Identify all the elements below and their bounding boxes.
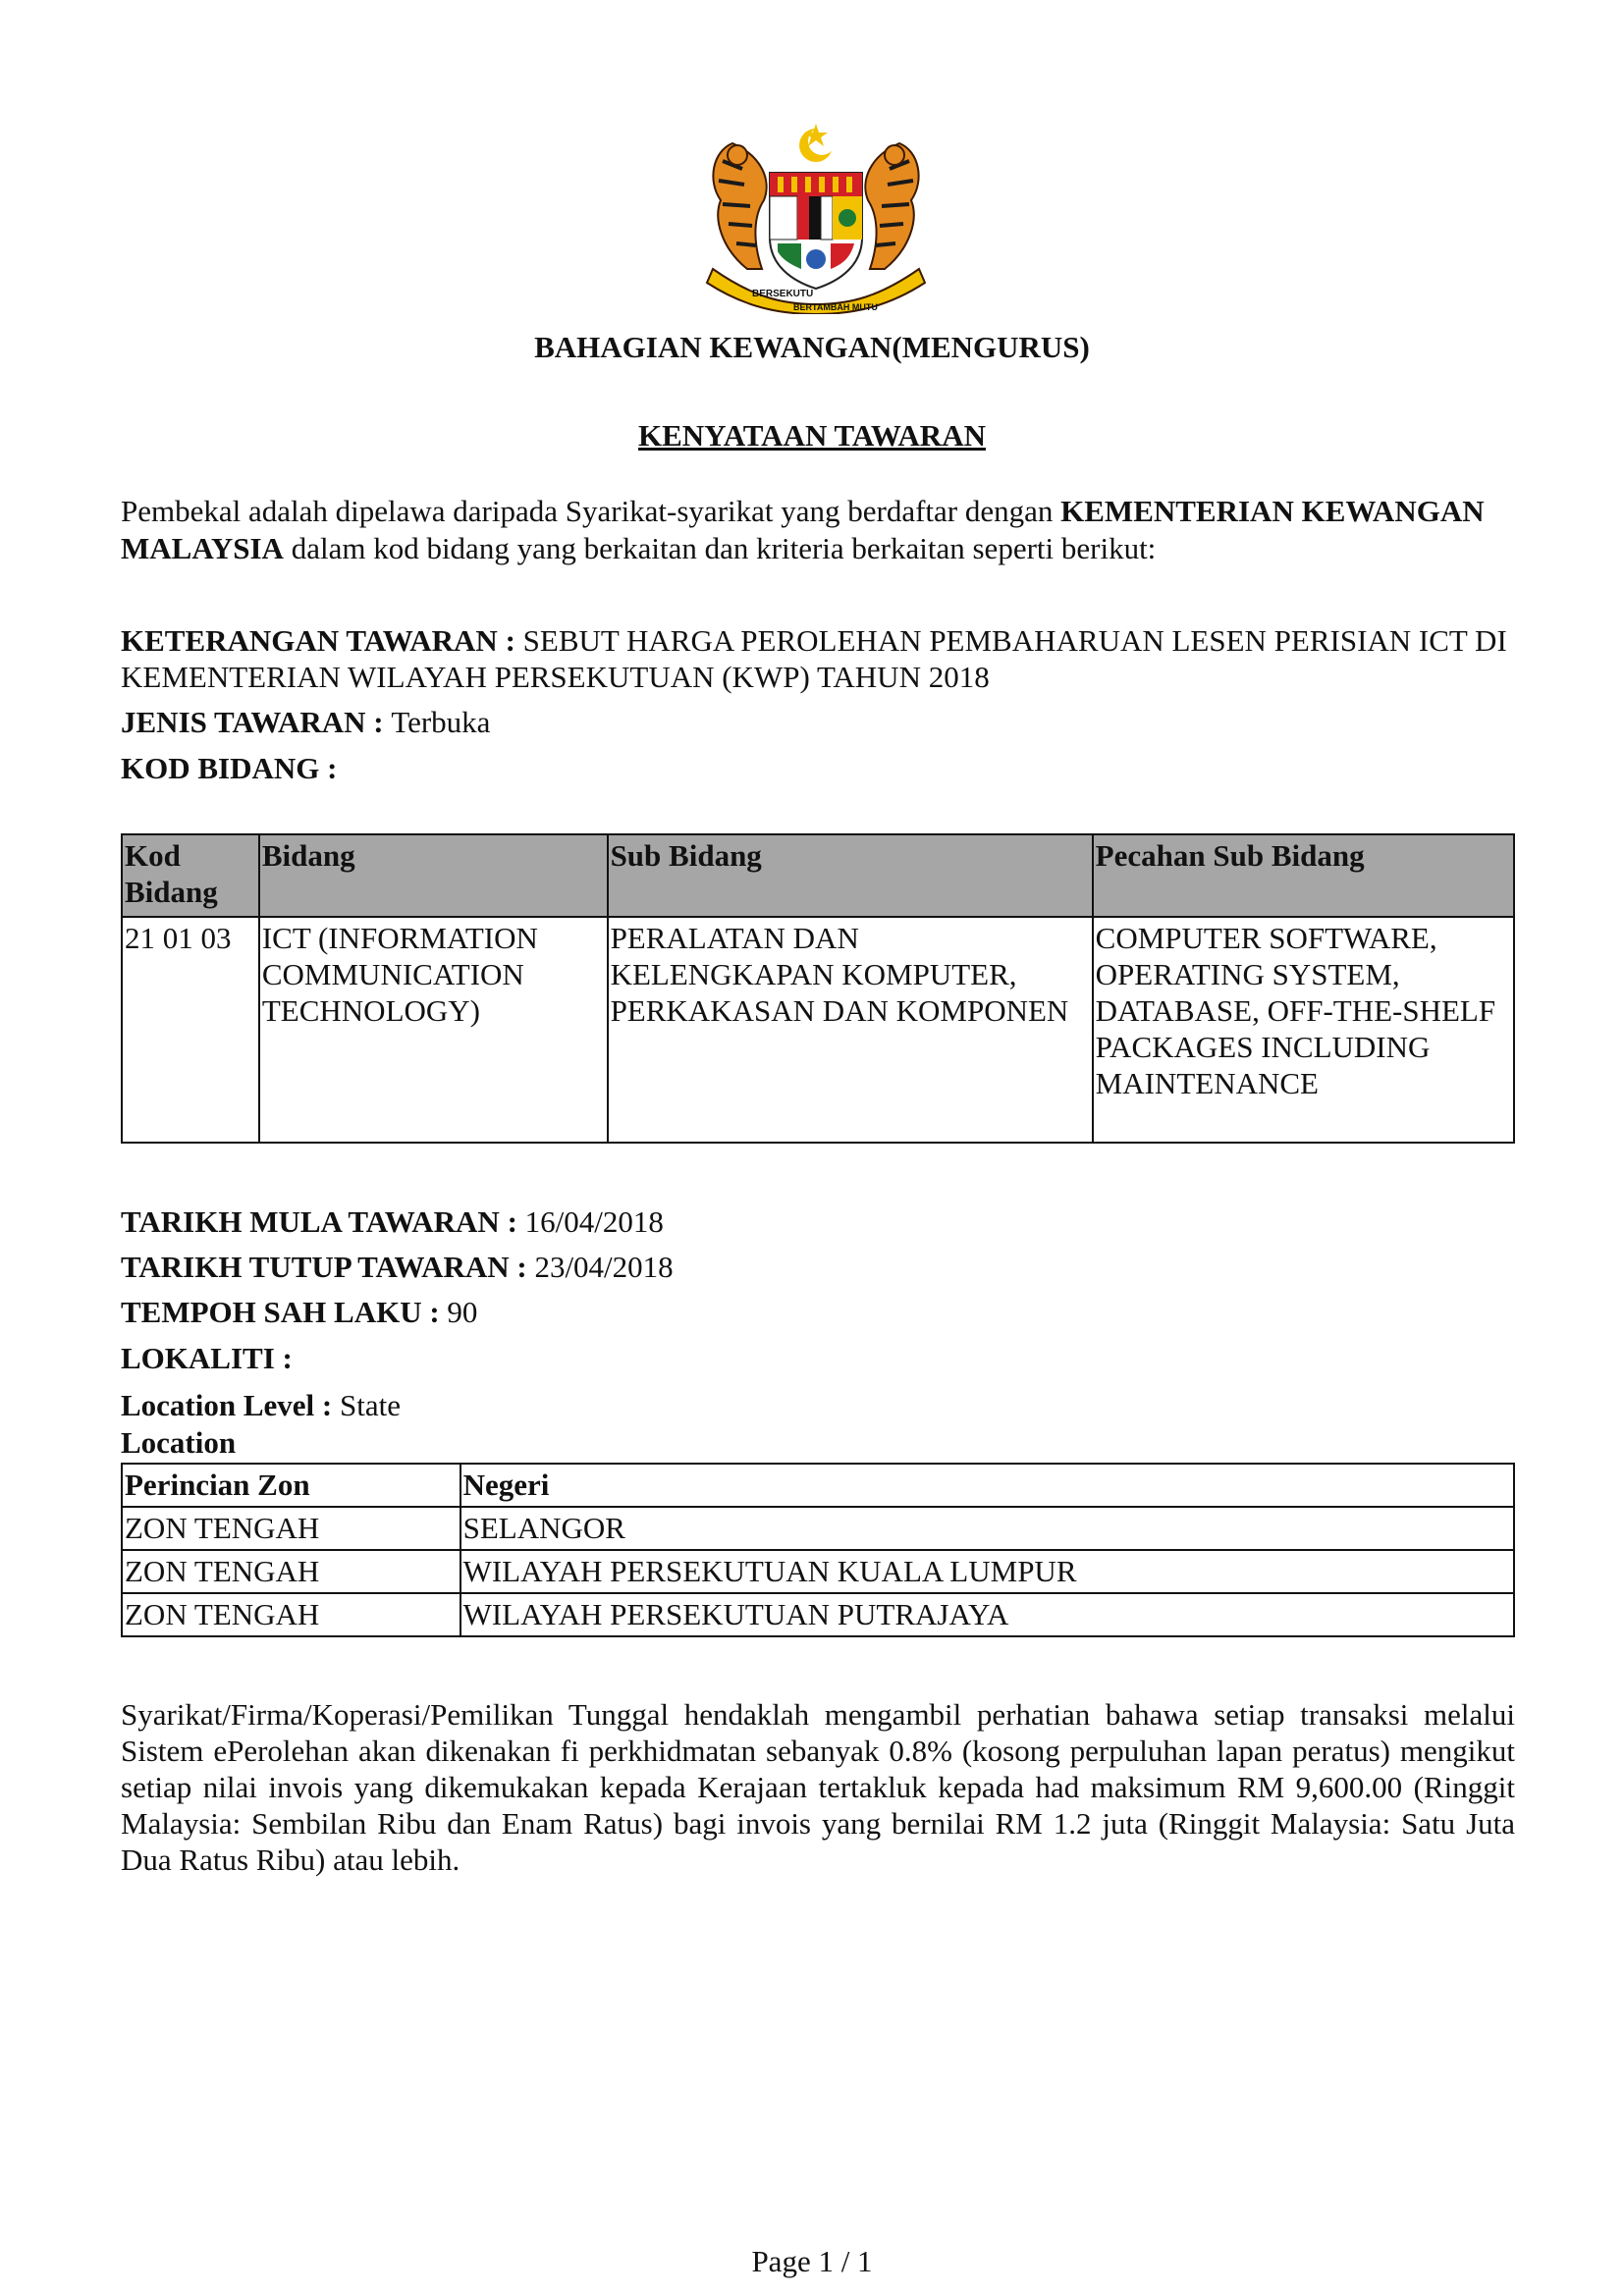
cell-kod-bidang: 21 01 03 <box>122 917 259 1143</box>
close-date-value: 23/04/2018 <box>534 1250 674 1284</box>
header-sub-bidang: Sub Bidang <box>608 834 1093 917</box>
offer-type <box>121 705 1515 740</box>
close-date-label: TARIKH TUTUP TAWARAN : <box>121 1250 535 1284</box>
intro-bold-ministry: KEMENTERIAN KEWANGAN MALAYSIA <box>121 494 1485 565</box>
page-number: Page 1 / 1 <box>751 2244 873 2278</box>
offer-type-label: JENIS TAWARAN : <box>121 705 392 739</box>
start-date-label: TARIKH MULA TAWARAN : <box>121 1204 525 1239</box>
location-level-value: State <box>340 1388 401 1422</box>
malaysia-coat-of-arms-logo <box>693 122 939 314</box>
field-code-label: KOD BIDANG : <box>121 751 338 785</box>
header-kod-bidang: Kod Bidang <box>122 834 259 917</box>
table-header-row <box>122 1464 1514 1507</box>
start-date-value: 16/04/2018 <box>524 1204 664 1239</box>
table-row <box>122 917 1514 1143</box>
validity-period <box>121 1295 1515 1330</box>
header-perincian-zon: Perincian Zon <box>122 1464 460 1507</box>
cell-sub-bidang: PERALATAN DAN KELENGKAPAN KOMPUTER, PERKAKASAN DAN KOMPONEN <box>608 917 1093 1143</box>
svg-text:BERSEKUTU: BERSEKUTU <box>752 289 814 299</box>
cell-bidang: ICT (INFORMATION COMMUNICATION TECHNOLOGY) <box>259 917 608 1143</box>
service-fee-notice: Syarikat/Firma/Koperasi/Pemilikan Tunggal hendaklah mengambil perhatian bahawa setiap transaksi melalui Sistem ePerolehan akan dikenakan fi perkhidmatan sebanyak 0.8% (kosong perpuluhan lapan peratus) mengikut setiap nilai invois yang dikemukakan kepada Kerajaan tertakluk kepada had maksimum RM 9,600.00 (Ringgit Malaysia: Sembilan Ribu dan Enam Ratus) bagi invois yang bernilai RM 1.2 juta (Ringgit Malaysia: Satu Juta Dua Ratus Ribu) atau lebih. <box>121 1697 1515 1877</box>
offer-description-label: KETERANGAN TAWARAN : <box>121 623 523 658</box>
table-header-row <box>122 834 1514 917</box>
field-code-table <box>121 833 1515 1144</box>
cell-zone: ZON TENGAH <box>122 1593 460 1636</box>
offer-description-value: SEBUT HARGA PEROLEHAN PEMBAHARUAN LESEN PERISIAN ICT DI KEMENTERIAN WILAYAH PERSEKUTUAN (KWP) TAHUN 2018 <box>121 623 1507 694</box>
field-code-heading <box>121 751 1515 786</box>
header-negeri: Negeri <box>460 1464 1514 1507</box>
locality-label: LOKALITI : <box>121 1341 293 1375</box>
cell-state: WILAYAH PERSEKUTUAN PUTRAJAYA <box>460 1593 1514 1636</box>
header-pecahan-sub-bidang: Pecahan Sub Bidang <box>1093 834 1514 917</box>
cell-state: SELANGOR <box>460 1507 1514 1550</box>
offer-description <box>121 622 1515 695</box>
offer-start-date <box>121 1204 1515 1240</box>
location-label: Location <box>121 1425 237 1460</box>
header-bidang: Bidang <box>259 834 608 917</box>
location-level-label: Location Level : <box>121 1388 340 1422</box>
offer-type-value: Terbuka <box>391 705 491 739</box>
table-row <box>122 1593 1514 1636</box>
locality-heading <box>121 1341 1515 1376</box>
table-row <box>122 1507 1514 1550</box>
svg-text:BERTAMBAH MUTU: BERTAMBAH MUTU <box>793 302 878 312</box>
location-table <box>121 1463 1515 1637</box>
intro-text-2: dalam kod bidang yang berkaitan dan kriteria berkaitan seperti berikut: <box>283 531 1157 565</box>
intro-paragraph <box>121 493 1515 567</box>
cell-state: WILAYAH PERSEKUTUAN KUALA LUMPUR <box>460 1550 1514 1593</box>
document-title: KENYATAAN TAWARAN <box>638 418 986 453</box>
validity-value: 90 <box>447 1295 478 1329</box>
cell-pecahan-sub-bidang: COMPUTER SOFTWARE, OPERATING SYSTEM, DATABASE, OFF-THE-SHELF PACKAGES INCLUDING MAINTENANCE <box>1093 917 1514 1143</box>
agency-name: BAHAGIAN KEWANGAN(MENGURUS) <box>534 330 1090 364</box>
location-level <box>121 1388 1515 1423</box>
validity-label: TEMPOH SAH LAKU : <box>121 1295 448 1329</box>
offer-close-date <box>121 1250 1515 1285</box>
table-row <box>122 1550 1514 1593</box>
intro-text-1: Pembekal adalah dipelawa daripada Syarikat-syarikat yang berdaftar dengan <box>121 494 1061 528</box>
cell-zone: ZON TENGAH <box>122 1550 460 1593</box>
cell-zone: ZON TENGAH <box>122 1507 460 1550</box>
